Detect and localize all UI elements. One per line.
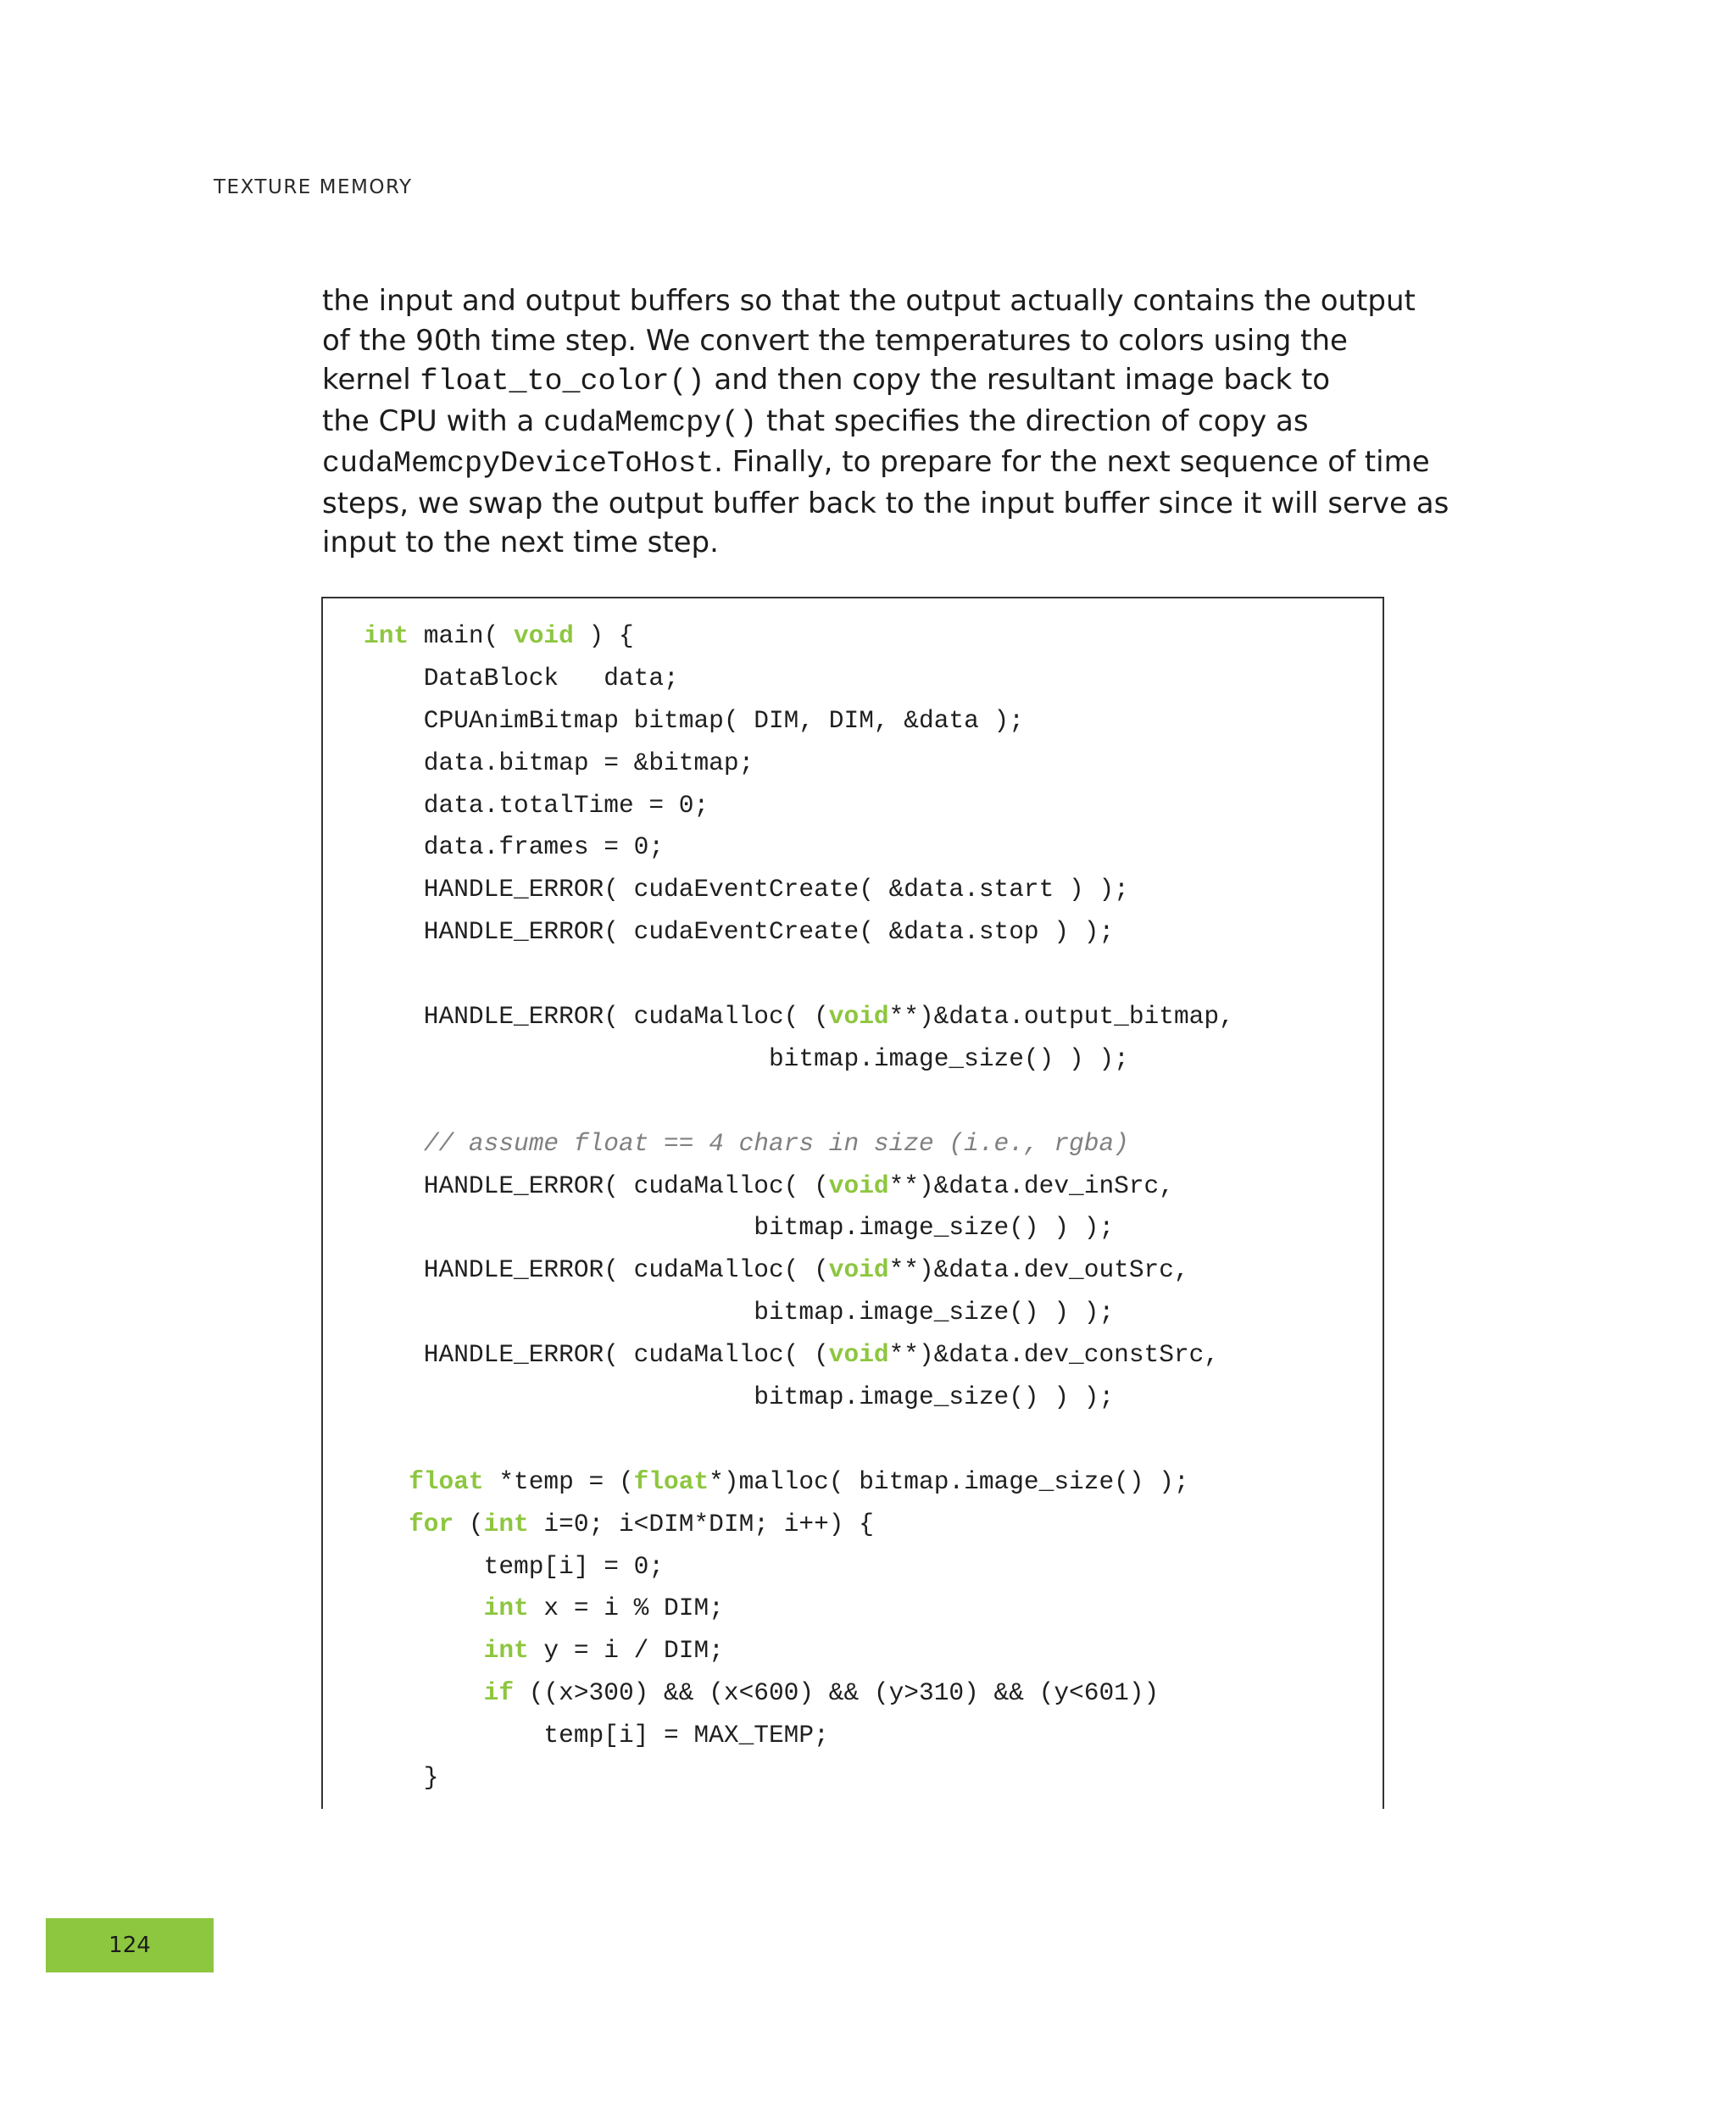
code-comment: // assume float == 4 chars in size (i.e., rgba) xyxy=(423,1128,1129,1158)
code-line xyxy=(364,1081,1234,1123)
code-line xyxy=(364,1715,1234,1757)
code-line xyxy=(364,1123,1234,1165)
code-line xyxy=(364,1461,1234,1504)
inline-code: float_to_color() xyxy=(420,364,705,398)
code-text: data.bitmap = &bitmap; xyxy=(364,748,754,777)
code-keyword: void xyxy=(828,1002,889,1032)
paragraph-line-4 xyxy=(322,402,1424,443)
code-text: temp[i] = 0; xyxy=(364,1551,665,1581)
code-keyword: void xyxy=(828,1340,889,1370)
code-line xyxy=(364,743,1234,785)
paragraph-line-3 xyxy=(322,360,1424,402)
code-text: data.frames = 0; xyxy=(364,832,665,862)
code-line xyxy=(364,1546,1234,1588)
paragraph-line-7: input to the next time step. xyxy=(322,526,719,559)
code-line xyxy=(364,1165,1234,1208)
code-text: *temp = ( xyxy=(483,1466,634,1496)
code-text: **)&data.dev_inSrc, xyxy=(888,1171,1174,1200)
code-text xyxy=(364,1467,409,1496)
code-text: y = i / DIM; xyxy=(528,1636,724,1666)
code-line xyxy=(364,1630,1234,1672)
code-keyword: for xyxy=(409,1509,454,1538)
code-text: ) { xyxy=(573,621,634,650)
code-text: HANDLE_ERROR( cudaMalloc( ( xyxy=(364,1255,829,1285)
code-line xyxy=(364,996,1234,1038)
code-text: bitmap.image_size() ) ); xyxy=(364,1382,1115,1412)
code-text: **)&data.dev_outSrc, xyxy=(888,1255,1189,1285)
code-keyword: int xyxy=(483,1594,529,1623)
code-text: } xyxy=(364,1763,439,1793)
paragraph-line-2: of the 90th time step. We convert the temperatures to colors using the xyxy=(322,323,1348,358)
code-text: HANDLE_ERROR( cudaEventCreate( &data.start ) ); xyxy=(364,875,1129,904)
code-text: ( xyxy=(453,1509,484,1538)
code-text: x = i % DIM; xyxy=(528,1594,724,1623)
code-line xyxy=(364,1588,1234,1630)
code-text: ((x>300) && (x<600) && (y>310) && (y<601)) xyxy=(514,1678,1160,1708)
code-line xyxy=(364,826,1234,869)
code-text xyxy=(364,1510,409,1538)
code-text xyxy=(364,1129,424,1158)
code-line xyxy=(364,615,1234,658)
code-line xyxy=(364,1377,1234,1419)
page-number: 124 xyxy=(108,1933,151,1958)
code-keyword: if xyxy=(483,1678,515,1708)
code-text xyxy=(364,1678,484,1707)
code-text: HANDLE_ERROR( cudaEventCreate( &data.stop ) ); xyxy=(364,917,1115,947)
code-line xyxy=(364,1207,1234,1249)
code-keyword: void xyxy=(514,621,574,650)
code-line xyxy=(364,1672,1234,1715)
code-text: bitmap.image_size() ) ); xyxy=(364,1213,1115,1243)
code-keyword: int xyxy=(483,1509,529,1538)
code-line xyxy=(364,785,1234,827)
paragraph-line-6: steps, we swap the output buffer back to the input buffer since it will serve as xyxy=(322,486,1449,520)
page-number-tab xyxy=(46,1918,214,1972)
code-keyword: void xyxy=(828,1255,889,1285)
code-line xyxy=(364,700,1234,743)
code-line xyxy=(364,658,1234,700)
code-listing-box xyxy=(321,597,1384,1809)
paragraph-text: the CPU with a xyxy=(322,403,544,438)
code-line xyxy=(364,1419,1234,1461)
code-text: i=0; i<DIM*DIM; i++) { xyxy=(528,1509,874,1538)
inline-code: cudaMemcpyDeviceToHost xyxy=(322,447,715,481)
code-keyword: float xyxy=(633,1466,709,1496)
code-text: HANDLE_ERROR( cudaMalloc( ( xyxy=(364,1340,829,1370)
code-text: data.totalTime = 0; xyxy=(364,790,709,820)
paragraph-text: kernel xyxy=(322,363,420,397)
code-line xyxy=(364,1504,1234,1546)
code-line xyxy=(364,954,1234,996)
code-text: bitmap.image_size() ) ); xyxy=(364,1298,1115,1327)
code-line xyxy=(364,1334,1234,1377)
inline-code: cudaMemcpy() xyxy=(543,405,758,440)
code-text: *)malloc( bitmap.image_size() ); xyxy=(709,1466,1189,1496)
code-text: main( xyxy=(409,621,515,650)
code-text: temp[i] = MAX_TEMP; xyxy=(364,1721,829,1750)
code-line xyxy=(364,911,1234,954)
code-text: **)&data.dev_constSrc, xyxy=(888,1340,1220,1370)
code-text: bitmap.image_size() ) ); xyxy=(364,1043,1129,1073)
code-text: DataBlock data; xyxy=(364,663,679,693)
body-paragraph xyxy=(322,281,1449,563)
paragraph-line-5 xyxy=(322,442,1430,484)
running-head: TEXTURE MEMORY xyxy=(214,176,413,198)
code-line xyxy=(364,1038,1234,1081)
code-listing xyxy=(364,615,1234,1800)
paragraph-text: . Finally, to prepare for the next sequence of time xyxy=(714,445,1430,479)
code-text: HANDLE_ERROR( cudaMalloc( ( xyxy=(364,1171,829,1200)
code-line xyxy=(364,1757,1234,1800)
code-keyword: int xyxy=(364,621,409,650)
code-line xyxy=(364,869,1234,911)
code-text: HANDLE_ERROR( cudaMalloc( ( xyxy=(364,1002,829,1032)
code-text: CPUAnimBitmap bitmap( DIM, DIM, &data ); xyxy=(364,705,1024,735)
code-keyword: int xyxy=(483,1636,529,1666)
paragraph-text: that specifies the direction of copy as xyxy=(757,403,1309,438)
code-keyword: void xyxy=(828,1171,889,1200)
paragraph-text: and then copy the resultant image back to xyxy=(704,363,1331,397)
code-text: **)&data.output_bitmap, xyxy=(888,1002,1234,1032)
paragraph-line-1: the input and output buffers so that the output actually contains the output xyxy=(322,284,1416,318)
code-text xyxy=(364,1594,484,1622)
code-line xyxy=(364,1292,1234,1334)
code-text xyxy=(364,1636,484,1665)
code-keyword: float xyxy=(409,1466,484,1496)
code-line xyxy=(364,1249,1234,1292)
